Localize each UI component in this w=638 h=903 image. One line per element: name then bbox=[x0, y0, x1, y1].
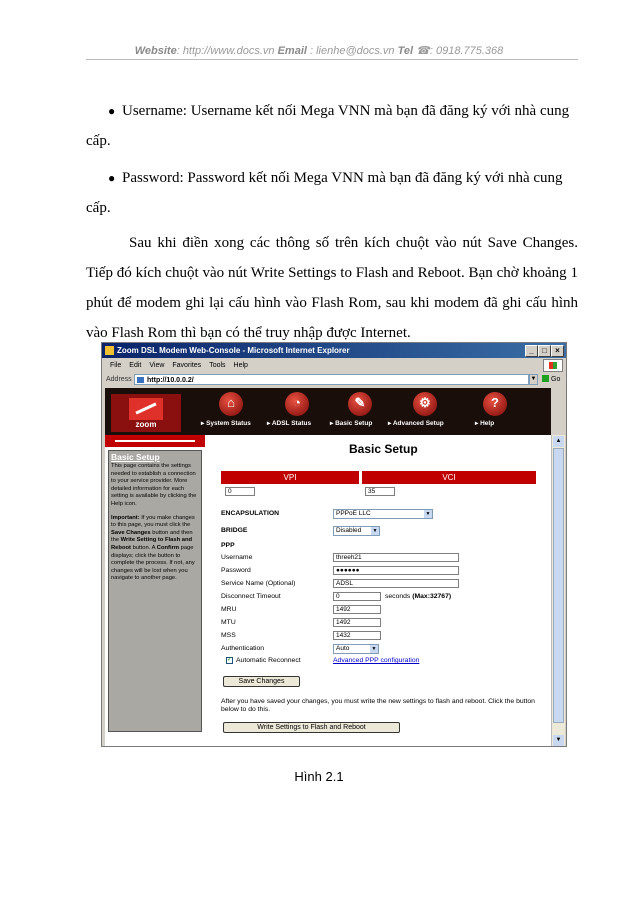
help-sidebar bbox=[108, 450, 202, 732]
browser-screenshot bbox=[101, 342, 567, 747]
bullet-password-line1: Password: Password kết nối Mega VNN mà bạn đã đăng ký với nhà cung bbox=[122, 170, 563, 186]
address-label: Address bbox=[106, 376, 132, 383]
zoom-logo bbox=[111, 394, 181, 432]
username-label: Username bbox=[221, 554, 253, 561]
zoom-logo-text: zoom bbox=[135, 420, 157, 429]
auto-reconnect-checkbox[interactable]: ✓ bbox=[227, 657, 233, 663]
mru-label: MRU bbox=[221, 606, 237, 613]
vertical-scrollbar[interactable] bbox=[551, 435, 565, 747]
header-divider bbox=[86, 59, 578, 60]
vpi-header: VPI bbox=[221, 471, 359, 484]
page-header bbox=[0, 44, 638, 57]
bullet-username-line1: Username: Username kết nối Mega VNN mà bạn đã đăng ký với nhà cung bbox=[122, 103, 570, 119]
adsl-status-icon: ◔ bbox=[285, 392, 309, 416]
go-button[interactable] bbox=[542, 374, 564, 385]
address-bar bbox=[102, 373, 566, 387]
mru-input[interactable]: 1492 bbox=[333, 605, 381, 614]
service-name-input[interactable]: ADSL bbox=[333, 579, 459, 588]
zoom-logo-mark bbox=[129, 398, 163, 420]
scroll-up-icon[interactable]: ▲ bbox=[553, 436, 564, 447]
menu-help[interactable]: Help bbox=[233, 362, 248, 369]
advanced-ppp-link[interactable]: Advanced PPP configuration bbox=[333, 657, 420, 664]
sidebar-intro: This page contains the settings needed to establish a connection to your service provider. More detailed information for each setting is available by clicking the Help icon. bbox=[111, 463, 197, 507]
nav-advanced-setup[interactable] bbox=[388, 392, 458, 432]
sidebar-title: Basic Setup bbox=[111, 452, 160, 462]
seconds-max-label: seconds (Max:32767) bbox=[385, 593, 452, 600]
disconnect-timeout-label: Disconnect Timeout bbox=[221, 593, 281, 600]
bridge-label: BRIDGE bbox=[221, 527, 248, 534]
scroll-thumb[interactable] bbox=[553, 448, 564, 723]
flash-note: After you have saved your changes, you must write the new settings to flash and reboot. Click the button below to do this. bbox=[221, 698, 535, 713]
bullet-password-line2: cấp. bbox=[86, 200, 111, 216]
address-dropdown-icon[interactable]: ▼ bbox=[529, 374, 538, 385]
encapsulation-label: ENCAPSULATION bbox=[221, 510, 280, 517]
form-title: Basic Setup bbox=[349, 442, 418, 456]
password-input[interactable]: ●●●●●● bbox=[333, 566, 459, 575]
bullet-username-line2: cấp. bbox=[86, 133, 111, 149]
bullet-dot-icon: ● bbox=[108, 171, 116, 185]
mtu-input[interactable]: 1492 bbox=[333, 618, 381, 627]
tel-value: ☎: 0918.775.368 bbox=[413, 45, 504, 57]
system-status-icon: ⌂ bbox=[219, 392, 243, 416]
email-value: : lienhe@docs.vn bbox=[306, 45, 398, 57]
website-value: : http://www.docs.vn bbox=[176, 45, 278, 57]
menu-edit[interactable]: Edit bbox=[129, 362, 142, 369]
bridge-select[interactable]: Disabled ▼ bbox=[333, 526, 380, 536]
tel-label: Tel bbox=[397, 45, 414, 57]
chevron-down-icon: ▼ bbox=[371, 646, 377, 652]
service-name-label: Service Name (Optional) bbox=[221, 580, 296, 587]
password-label: Password bbox=[221, 567, 251, 574]
sidebar-red-strip bbox=[105, 435, 205, 447]
basic-setup-icon: ✎ bbox=[348, 392, 372, 416]
instruction-paragraph: Sau khi điền xong các thông số trên kích chuột vào nút Save Changes. Tiếp đó kích chuột vào nút Write Settings to Flash and Reboot. Bạn chờ khoảng 1 phút để modem ghi lại cấu hình vào Flash Rom, sau khi modem đã ghi cấu hình vào Flash Rom thì bạn có thể truy nhập được Internet. bbox=[86, 235, 578, 341]
window-title: Zoom DSL Modem Web-Console - Microsoft Internet Explorer bbox=[117, 346, 350, 355]
save-changes-button[interactable]: Save Changes bbox=[223, 676, 300, 687]
vpi-vci-header bbox=[221, 471, 536, 484]
close-icon[interactable]: × bbox=[551, 345, 564, 357]
modem-nav-bar bbox=[105, 388, 551, 435]
nav-label: ▸ Basic Setup bbox=[330, 420, 373, 427]
address-input[interactable]: http://10.0.0.2/ bbox=[134, 374, 529, 385]
advanced-setup-icon: ⚙ bbox=[413, 392, 437, 416]
maximize-icon[interactable]: □ bbox=[538, 345, 551, 357]
help-icon: ? bbox=[483, 392, 507, 416]
nav-help[interactable] bbox=[465, 392, 535, 432]
modem-page-body bbox=[105, 435, 551, 747]
nav-label: ▸ ADSL Status bbox=[267, 420, 312, 427]
email-label: Email bbox=[277, 45, 307, 57]
menu-view[interactable]: View bbox=[149, 362, 165, 369]
vci-header: VCI bbox=[362, 471, 536, 484]
chevron-down-icon: ▼ bbox=[425, 511, 431, 517]
menu-tools[interactable]: Tools bbox=[209, 362, 226, 369]
menu-bar bbox=[102, 359, 566, 372]
website-label: Website bbox=[134, 45, 177, 57]
menu-file[interactable]: File bbox=[110, 362, 122, 369]
authentication-label: Authentication bbox=[221, 645, 265, 652]
nav-adsl-status[interactable] bbox=[267, 392, 337, 432]
nav-system-status[interactable] bbox=[201, 392, 271, 432]
mss-input[interactable]: 1432 bbox=[333, 631, 381, 640]
chevron-down-icon: ▼ bbox=[372, 528, 378, 534]
authentication-select[interactable]: Auto ▼ bbox=[333, 644, 379, 654]
disconnect-timeout-input[interactable]: 0 bbox=[333, 592, 381, 601]
window-titlebar bbox=[102, 343, 566, 358]
vci-input[interactable]: 35 bbox=[365, 487, 395, 496]
bullet-username bbox=[86, 101, 578, 152]
ppp-label: PPP bbox=[221, 542, 235, 549]
mss-label: MSS bbox=[221, 632, 236, 639]
menu-favorites[interactable]: Favorites bbox=[172, 362, 202, 369]
basic-setup-form bbox=[221, 435, 536, 747]
auto-reconnect-label: Automatic Reconnect bbox=[236, 657, 301, 664]
scroll-down-icon[interactable]: ▼ bbox=[553, 735, 564, 746]
mtu-label: MTU bbox=[221, 619, 236, 626]
vpi-input[interactable]: 0 bbox=[225, 487, 255, 496]
minimize-icon[interactable]: _ bbox=[525, 345, 538, 357]
bullet-dot-icon: ● bbox=[108, 104, 116, 118]
go-label: Go bbox=[551, 376, 561, 383]
nav-label: ▸ Help bbox=[475, 420, 495, 427]
nav-label: ▸ System Status bbox=[201, 420, 251, 427]
bullet-password bbox=[86, 168, 578, 219]
write-settings-button[interactable]: Write Settings to Flash and Reboot bbox=[223, 722, 400, 733]
nav-label: ▸ Advanced Setup bbox=[388, 420, 444, 427]
windows-flag-icon bbox=[543, 359, 563, 372]
figure-caption: Hình 2.1 bbox=[294, 769, 344, 784]
ie-icon bbox=[105, 346, 114, 355]
username-input[interactable]: threeh21 bbox=[333, 553, 459, 562]
encapsulation-select[interactable]: PPPoE LLC ▼ bbox=[333, 509, 433, 519]
sidebar-important: Important: If you make changes to this page, you must click the Save Changes button and then the Write Setting to Flash and Reboot button. A Confirm page displays; click the button to complete the process. If not, any changes will be lost when you navigate to another page. bbox=[111, 514, 195, 582]
